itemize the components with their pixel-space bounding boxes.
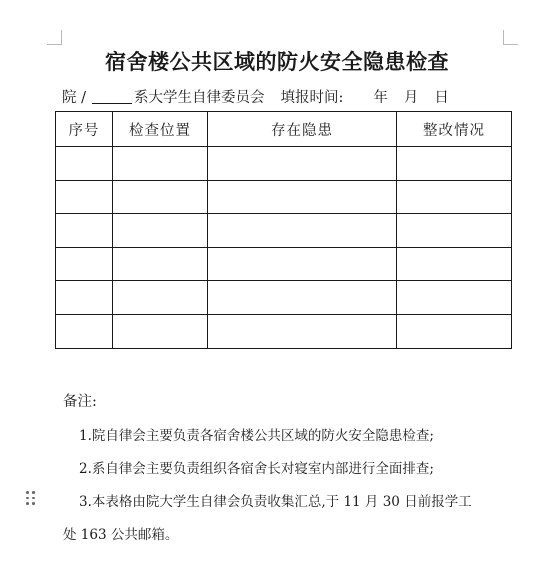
table-row [56, 314, 512, 348]
table-cell[interactable] [208, 214, 397, 248]
header-existing-hazard: 存在隐患 [208, 112, 397, 147]
table-row [56, 247, 512, 281]
table-cell[interactable] [208, 281, 397, 315]
table-cell[interactable] [397, 147, 512, 181]
page-corner-mark-left [47, 30, 62, 45]
table-cell[interactable] [113, 147, 208, 181]
table-cell[interactable] [113, 214, 208, 248]
table-cell[interactable] [113, 180, 208, 214]
header-inspection-location: 检查位置 [113, 112, 208, 147]
year-label: 年 [373, 90, 388, 106]
department-blank-field[interactable] [92, 89, 132, 104]
table-cell[interactable] [208, 247, 397, 281]
inspection-table [55, 111, 512, 349]
table-cell[interactable] [113, 247, 208, 281]
table-cell[interactable] [56, 180, 113, 214]
note-item-1: 1.院自律会主要负责各宿舍楼公共区域的防火安全隐患检查; [79, 428, 434, 444]
header-rectification-status: 整改情况 [397, 112, 512, 147]
note-item-3: 3.本表格由院大学生自律会负责收集汇总,于 11 月 30 日前报学工 [79, 494, 472, 510]
department-committee-label: 系大学生自律委员会 [134, 90, 265, 106]
table-cell[interactable] [397, 281, 512, 315]
table-cell[interactable] [56, 281, 113, 315]
table-row [56, 180, 512, 214]
month-label: 月 [403, 90, 419, 106]
table-cell[interactable] [113, 281, 208, 315]
document-title: 宿舍楼公共区域的防火安全隐患检查 [105, 50, 449, 74]
note-item-2: 2.系自律会主要负责组织各宿舍长对寝室内部进行全面排查; [79, 461, 434, 477]
drag-handle-icon[interactable] [25, 490, 37, 506]
table-cell[interactable] [56, 214, 113, 248]
table-cell[interactable] [208, 314, 397, 348]
table-cell[interactable] [397, 180, 512, 214]
table-cell[interactable] [113, 314, 208, 348]
table-row [56, 147, 512, 181]
table-cell[interactable] [56, 247, 113, 281]
table-cell[interactable] [208, 180, 397, 214]
table-cell[interactable] [56, 314, 113, 348]
college-label: 院 / [62, 90, 86, 106]
page-corner-mark-right [503, 30, 518, 45]
table-row [56, 281, 512, 315]
table-row [56, 214, 512, 248]
day-label: 日 [434, 90, 449, 106]
header-serial-number: 序号 [56, 112, 113, 147]
notes-heading: 备注: [63, 394, 97, 410]
table-cell[interactable] [208, 147, 397, 181]
fill-date-label: 填报时间: [280, 90, 344, 106]
table-cell[interactable] [397, 314, 512, 348]
table-header-row [56, 112, 512, 147]
table-cell[interactable] [397, 247, 512, 281]
table-cell[interactable] [397, 214, 512, 248]
note-item-3-continued: 处 163 公共邮箱。 [63, 527, 179, 543]
form-subheader [62, 86, 449, 107]
table-cell[interactable] [56, 147, 113, 181]
